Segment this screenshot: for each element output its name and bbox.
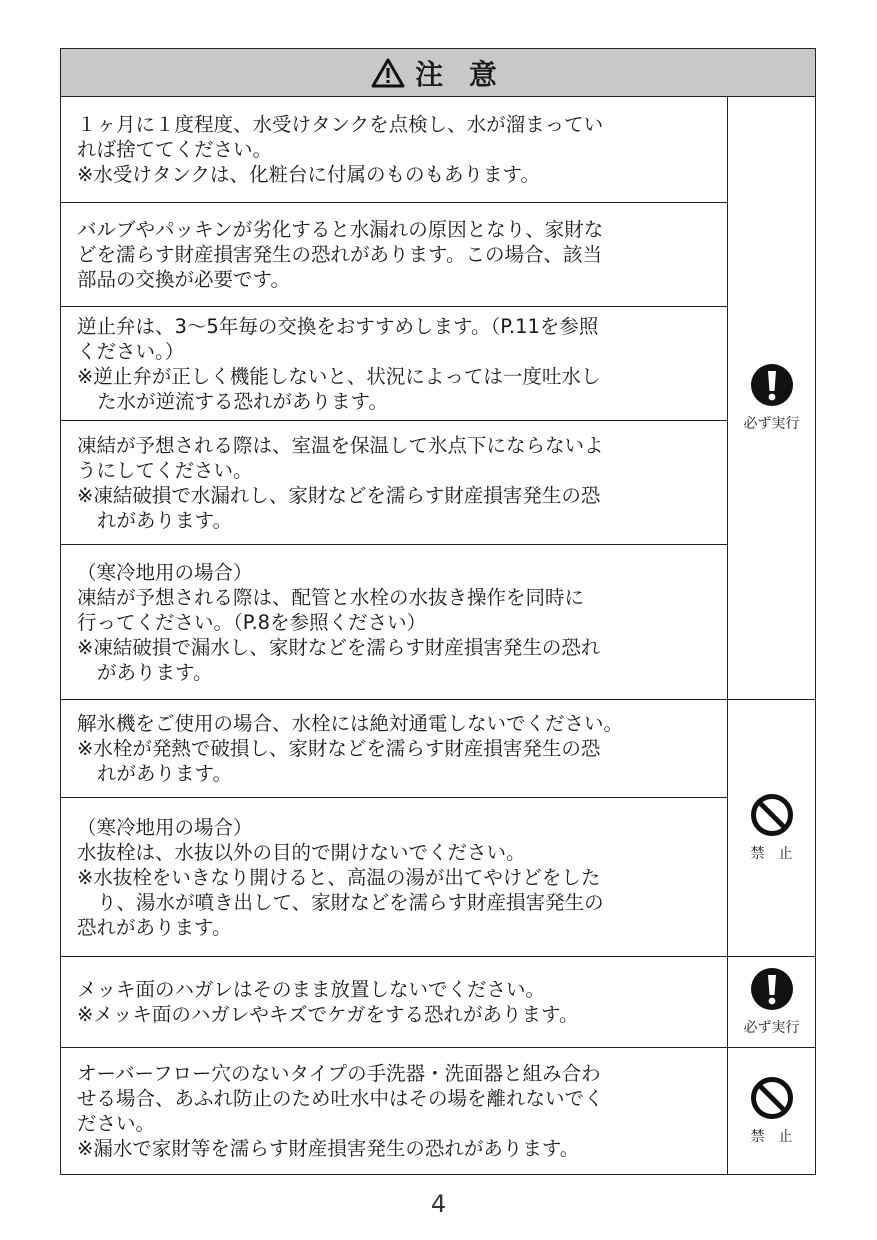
symbol-cell [728,1048,815,1174]
caution-text-line: ※水栓が発熱で破損し、家財などを濡らす財産損害発生の恐 [77,737,601,760]
caution-title: 注 意 [415,57,505,91]
caution-text-line: うにしてください。 [77,458,253,482]
caution-group [61,97,815,700]
caution-header [61,49,815,97]
caution-group [61,1048,815,1174]
symbol-label: 必ず実行 [743,416,800,432]
caution-text-line: ※逆止弁が正しく機能しないと、状況によっては一度吐水し [77,364,601,388]
caution-rows [61,700,728,956]
caution-text-line: 凍結が予想される際は、配管と水栓の水抜き操作を同時に [77,585,585,609]
caution-text-line: ※水抜栓をいきなり開けると、高温の湯が出てやけどをした [77,865,601,889]
caution-item [61,97,727,203]
caution-text-line: 部品の交換が必要です。 [77,268,290,291]
caution-text-line: 恐れがあります。 [77,915,232,939]
caution-group [61,700,815,957]
page-number: 4 [430,1190,447,1218]
caution-text-line: があります。 [97,660,213,684]
caution-item [61,421,727,545]
caution-table [60,48,816,1175]
caution-item [61,1048,727,1174]
symbol-cell [728,700,815,956]
caution-text-line: ださい。 [77,1112,156,1135]
caution-text-line: れがあります。 [97,508,232,532]
caution-text-line: どを濡らす財産損害発生の恐れがあります。この場合、該当 [77,243,602,266]
symbol-label: 禁 止 [750,846,793,862]
caution-rows [61,1048,728,1174]
caution-text-line: （寒冷地用の場合） [77,815,253,839]
caution-text-line: 逆止弁は、3〜5年毎の交換をおすすめします。（P.11を参照 [77,314,599,338]
warning-triangle-icon [371,58,405,88]
caution-text-line: た水が逆流する恐れがあります。 [97,389,388,413]
caution-rows [61,97,728,699]
caution-text-line: せる場合、あふれ防止のため吐水中はその場を離れないでく [77,1087,604,1110]
caution-text-line: 解氷機をご使用の場合、水栓には絶対通電しないでください。 [77,712,624,735]
caution-item [61,798,727,956]
caution-text-line: ※水受けタンクは、化粧台に付属のものもあります。 [77,163,540,186]
caution-text-line: ※漏水で家財等を濡らす財産損害発生の恐れがあります。 [77,1137,580,1160]
caution-text-line: れがあります。 [97,762,232,785]
prohibited-icon [750,793,794,837]
caution-text-line: 行ってください。（P.8を参照ください） [77,610,427,634]
caution-text-line: 凍結が予想される際は、室温を保温して氷点下にならないよ [77,433,604,457]
caution-text-line: （寒冷地用の場合） [77,560,253,584]
prohibited-icon [750,1076,794,1120]
caution-item [61,307,727,421]
exclamation-icon [750,363,794,407]
caution-item [61,700,727,798]
caution-text-line: れば捨ててください。 [77,138,273,161]
symbol-label: 禁 止 [750,1129,793,1145]
caution-groups [61,97,815,1174]
symbol-cell [728,97,815,699]
exclamation-icon [750,967,794,1011]
caution-text-line: １ヶ月に１度程度、水受けタンクを点検し、水が溜まってい [77,113,604,136]
caution-text-line: オーバーフロー穴のないタイプの手洗器・洗面器と組み合わ [77,1062,601,1085]
caution-rows [61,957,728,1047]
symbol-label: 必ず実行 [743,1020,800,1036]
caution-text-line: ※凍結破損で漏水し、家財などを濡らす財産損害発生の恐れ [77,635,601,659]
caution-text-line: バルブやパッキンが劣化すると水漏れの原因となり、家財な [77,218,604,241]
caution-text-line: ※凍結破損で水漏れし、家財などを濡らす財産損害発生の恐 [77,483,601,507]
caution-text-line: り、湯水が噴き出して、家財などを濡らす財産損害発生の [97,890,604,914]
symbol-cell [728,957,815,1047]
caution-item [61,203,727,307]
caution-text-line: 水抜栓は、水抜以外の目的で開けないでください。 [77,840,526,864]
caution-text-line: ※メッキ面のハガレやキズでケガをする恐れがあります。 [77,1003,579,1026]
caution-group [61,957,815,1048]
caution-item [61,545,727,699]
caution-text-line: メッキ面のハガレはそのまま放置しないでください。 [77,978,546,1001]
caution-item [61,957,727,1047]
caution-text-line: ください。） [77,339,185,363]
